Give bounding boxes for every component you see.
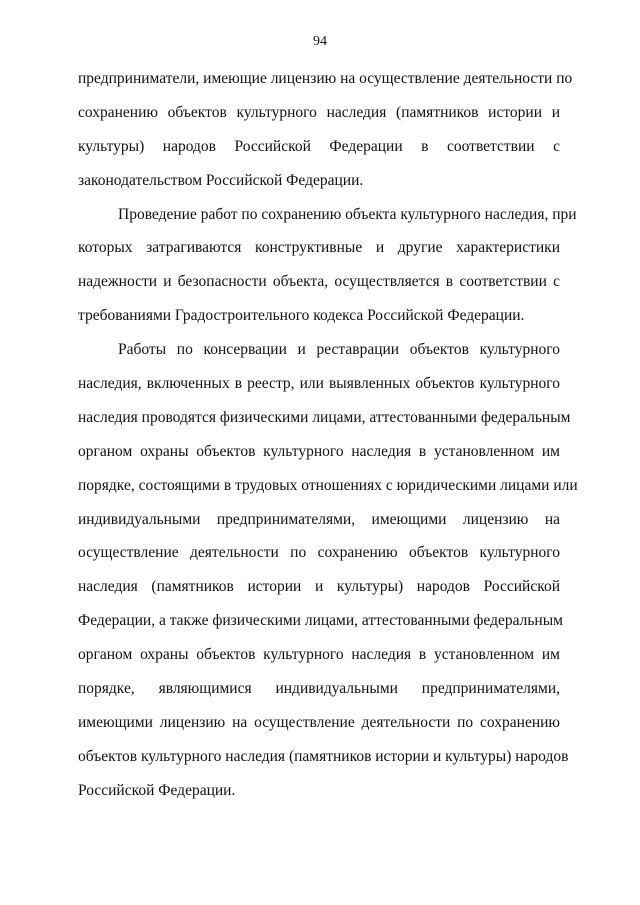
text-line: наследия проводятся физическими лицами, аттестованными федеральным: [78, 408, 571, 426]
text-line: сохранению объектов культурного наследия (памятников истории и: [78, 103, 560, 121]
text-line: наследия, включенных в реестр, или выявленных объектов культурного: [78, 375, 560, 393]
text-line: наследия (памятников истории и культуры) народов Российской: [78, 578, 560, 596]
paragraph: [78, 198, 577, 334]
text-line: требованиями Градостроительного кодекса Российской Федерации.: [78, 307, 525, 325]
text-line: органом охраны объектов культурного наследия в установленном им: [78, 442, 560, 460]
text-line: индивидуальными предпринимателями, имеющими лицензию на: [78, 510, 560, 528]
text-line: объектов культурного наследия (памятников истории и культуры) народов: [78, 747, 569, 765]
text-line: органом охраны объектов культурного наследия в установленном им: [78, 646, 560, 664]
page-number: 94: [313, 34, 327, 49]
text-line: порядке, являющимися индивидуальными предпринимателями,: [78, 680, 560, 698]
paragraph: [78, 62, 573, 198]
text-line: осуществление деятельности по сохранению объектов культурного: [78, 544, 560, 562]
text-line: Работы по консервации и реставрации объектов культурного: [118, 341, 560, 359]
text-line: которых затрагиваются конструктивные и другие характеристики: [78, 239, 560, 257]
text-line: Проведение работ по сохранению объекта культурного наследия, при: [118, 205, 577, 223]
text-line: законодательством Российской Федерации.: [78, 171, 364, 189]
text-line: Российской Федерации.: [78, 781, 236, 799]
text-line: Федерации, а также физическими лицами, аттестованными федеральным: [78, 612, 563, 630]
document-body: [78, 62, 578, 808]
text-line: имеющими лицензию на осуществление деятельности по сохранению: [78, 713, 560, 731]
text-line: надежности и безопасности объекта, осуществляется в соответствии с: [78, 273, 560, 291]
paragraph: [78, 333, 578, 807]
text-line: предприниматели, имеющие лицензию на осуществление деятельности по: [78, 70, 573, 87]
text-line: культуры) народов Российской Федерации в соответствии с: [78, 137, 560, 155]
text-line: порядке, состоящими в трудовых отношениях с юридическими лицами или: [78, 476, 578, 494]
